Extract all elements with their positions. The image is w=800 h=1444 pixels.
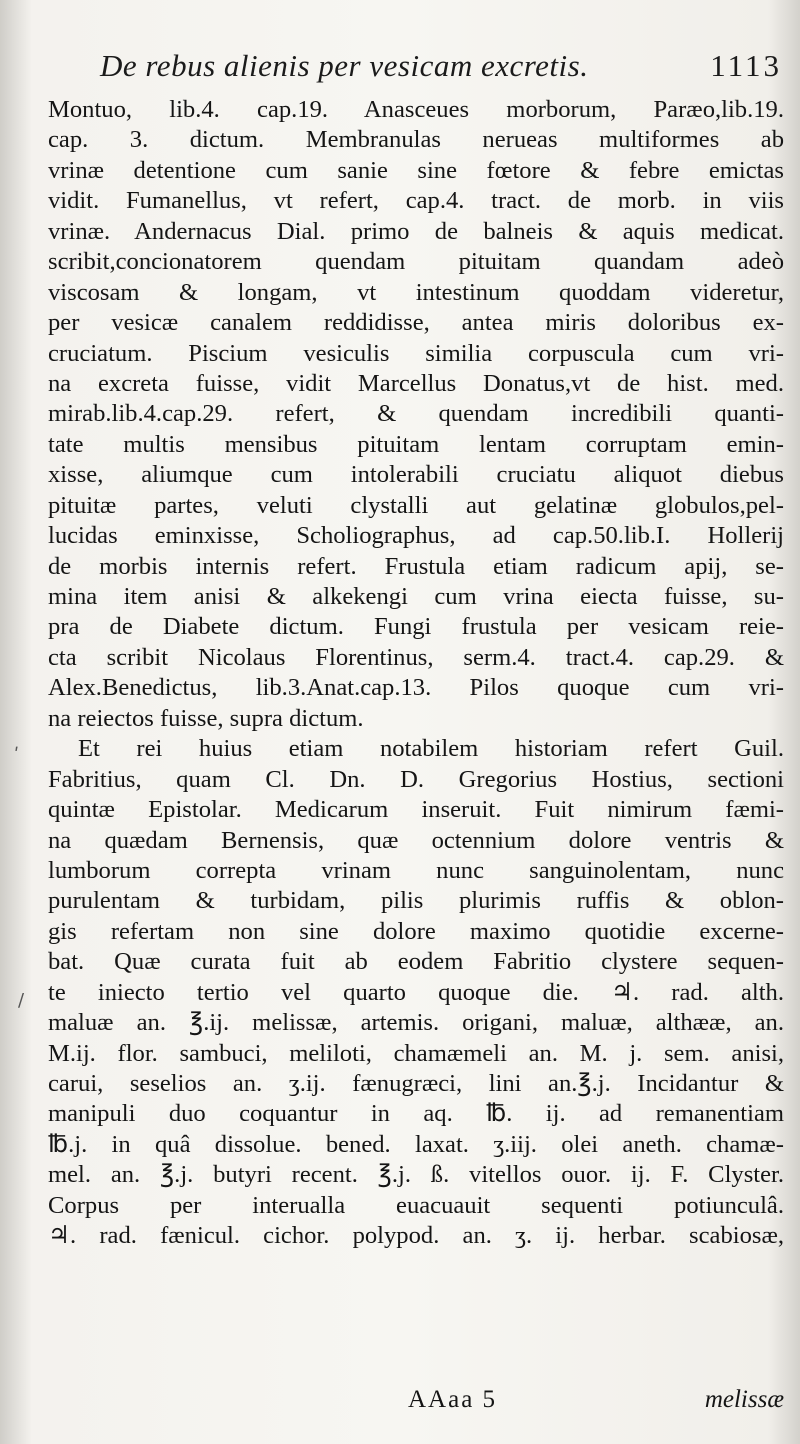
text-line: Et rei huius etiam notabilem historiam refert Guil. <box>78 735 784 763</box>
text-line: ℔.j. in quâ dissolue. bened. laxat. ʒ.iij. olei aneth. chamæ- <box>48 1130 784 1158</box>
page-number: 1113 <box>710 48 782 83</box>
text-line: cap. 3. dictum. Membranulas nerueas multiformes ab <box>48 126 784 154</box>
text-line: carui, seselios an. ʒ.ij. fænugræci, lini an.℥.j. Incidantur & <box>48 1070 784 1097</box>
text-line: te iniecto tertio vel quarto quoque die. ♃. rad. alth. <box>48 978 784 1006</box>
text-line: ♃. rad. fænicul. cichor. polypod. an. ʒ. ij. herbar. scabiosæ, <box>48 1222 784 1250</box>
text-line: pra de Diabete dictum. Fungi frustula per vesicam reie- <box>48 613 784 641</box>
text-line: vrinæ. Andernacus Dial. primo de balneis & aquis medicat. <box>48 217 784 245</box>
text-line: pituitæ partes, veluti clystalli aut gelatinæ globulos,pel- <box>48 491 784 519</box>
text-line: lumborum correpta vrinam nunc sanguinolentam, nunc <box>48 856 784 884</box>
text-line: cta scribit Nicolaus Florentinus, serm.4. tract.4. cap.29. & <box>48 643 784 671</box>
running-title: De rebus alienis per vesicam excretis. <box>100 48 589 83</box>
text-line: cruciatum. Piscium vesiculis similia corpuscula cum vri- <box>48 339 784 367</box>
text-line: tate multis mensibus pituitam lentam corruptam emin- <box>48 430 784 458</box>
text-line: vrinæ detentione cum sanie sine fœtore & febre emictas <box>48 156 784 184</box>
text-line: gis refertam non sine dolore maximo quotidie excerne- <box>48 917 784 945</box>
text-line: manipuli duo coquantur in aq. ℔. ij. ad remanentiam <box>48 1100 784 1128</box>
signature-mark: AAaa 5 <box>408 1386 498 1413</box>
text-line: Alex.Benedictus, lib.3.Anat.cap.13. Pilos quoque cum vri- <box>48 674 784 702</box>
text-line: mirab.lib.4.cap.29. refert, & quendam incredibili quanti- <box>48 400 784 428</box>
margin-tick-mark: ʹ <box>14 745 20 766</box>
text-line: mel. an. ℥.j. butyri recent. ℥.j. ß. vitellos ouor. ij. F. Clyster. <box>48 1161 784 1189</box>
text-line: na quædam Bernensis, quæ octennium dolore ventris & <box>48 826 784 854</box>
text-line: Fabritius, quam Cl. Dn. D. Gregorius Hostius, sectioni <box>48 765 784 793</box>
text-line: de morbis internis refert. Frustula etiam radicum apij, se- <box>48 552 784 580</box>
text-line: xisse, aliumque cum intolerabili cruciatu aliquot diebus <box>48 461 784 489</box>
page-footer <box>48 1386 784 1420</box>
text-line: bat. Quæ curata fuit ab eodem Fabritio clystere sequen- <box>48 948 784 976</box>
text-line: maluæ an. ℥.ij. melissæ, artemis. origani, maluæ, althææ, an. <box>48 1009 784 1037</box>
text-line: per vesicæ canalem reddidisse, antea miris doloribus ex- <box>48 309 784 337</box>
running-head <box>100 48 782 92</box>
body-text <box>48 95 784 1252</box>
text-line: vidit. Fumanellus, vt refert, cap.4. tract. de morb. in viis <box>48 187 784 215</box>
text-line: na excreta fuisse, vidit Marcellus Donatus,vt de hist. med. <box>48 369 784 397</box>
text-line: purulentam & turbidam, pilis plurimis ruffis & oblon- <box>48 887 784 915</box>
text-line: M.ij. flor. sambuci, meliloti, chamæmeli an. M. j. sem. anisi, <box>48 1039 784 1067</box>
text-line: scribit,concionatorem quendam pituitam quandam adeò <box>48 248 784 276</box>
text-line: Montuo, lib.4. cap.19. Anasceues morborum, Paræo,lib.19. <box>48 96 784 123</box>
text-line: Corpus per interualla euacuauit sequenti potiunculâ. <box>48 1191 784 1219</box>
text-line: na reiectos fuisse, supra dictum. <box>48 704 364 732</box>
catchword: melissæ <box>704 1386 784 1413</box>
text-line: quintæ Epistolar. Medicarum inseruit. Fuit nimirum fæmi- <box>48 796 784 824</box>
text-line: lucidas eminxisse, Scholiographus, ad cap.50.lib.I. Hollerij <box>48 522 784 550</box>
text-line: viscosam & longam, vt intestinum quoddam videretur, <box>48 278 784 306</box>
text-line: mina item anisi & alkekengi cum vrina eiecta fuisse, su- <box>48 583 784 610</box>
margin-tick-mark: / <box>18 990 25 1011</box>
